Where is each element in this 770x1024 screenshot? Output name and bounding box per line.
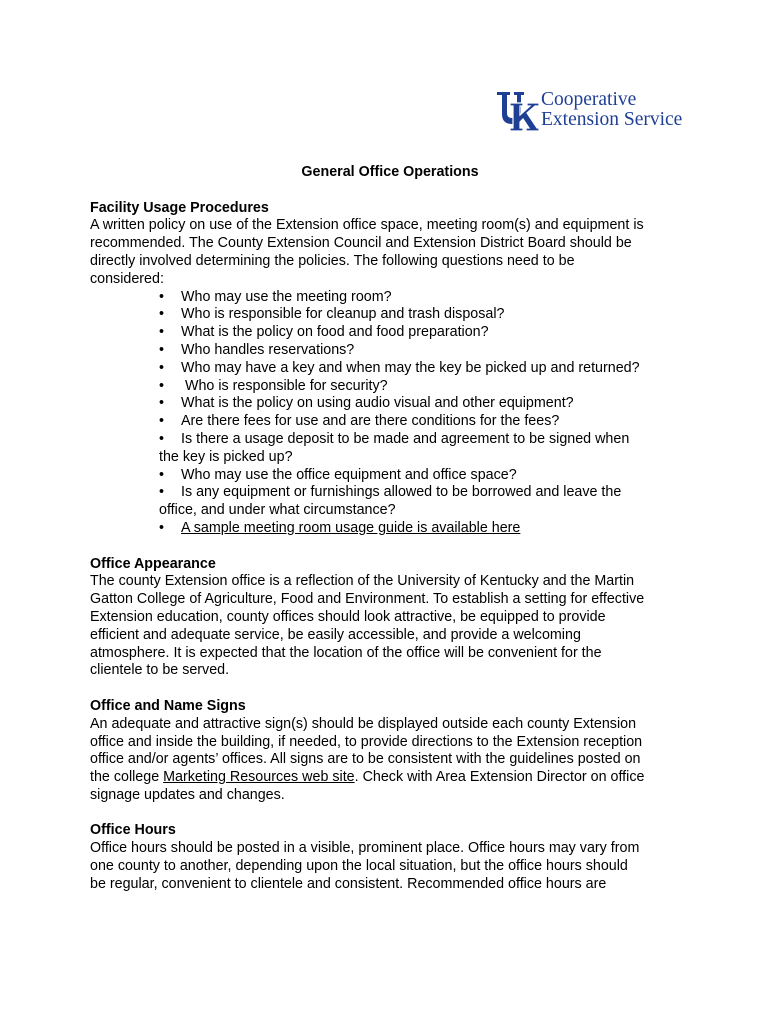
facility-heading: Facility Usage Procedures: [90, 199, 269, 216]
signs-line-1: An adequate and attractive sign(s) should be displayed outside each county Extension: [90, 715, 637, 732]
uk-extension-logo: [496, 91, 710, 133]
page-title: General Office Operations: [301, 164, 479, 180]
list-item: • Who may use the meeting room?: [159, 288, 392, 305]
list-item: • Who is responsible for cleanup and trash disposal?: [159, 306, 505, 323]
appearance-line-1: The county Extension office is a reflection of the University of Kentucky and the Martin: [90, 573, 635, 590]
signs-line-2: office and inside the building, if needed, to provide directions to the Extension reception: [90, 733, 643, 750]
bullet-icon: •: [159, 341, 165, 358]
facility-intro-line-1: A written policy on use of the Extension office space, meeting room(s) and equipment is: [90, 217, 644, 234]
list-item: • Who may use the office equipment and office space?: [159, 466, 517, 483]
hours-line-1: Office hours should be posted in a visible, prominent place. Office hours may vary from: [90, 840, 640, 857]
bullet-icon: •: [159, 288, 165, 305]
bullet-icon: •: [159, 413, 165, 430]
facility-intro-line-2: recommended. The County Extension Council and Extension District Board should be: [90, 235, 632, 252]
signs-heading: Office and Name Signs: [90, 697, 246, 714]
bullet-icon: •: [159, 324, 165, 341]
list-item: • Who handles reservations?: [159, 341, 355, 358]
bullet-icon: •: [159, 430, 165, 447]
list-item: • What is the policy on using audio visual and other equipment?: [159, 395, 574, 412]
appearance-line-5: atmosphere. It is expected that the location of the office will be convenient for the: [90, 644, 602, 661]
list-item: • What is the policy on food and food preparation?: [159, 324, 489, 341]
bullet-icon: •: [159, 306, 165, 323]
hours-line-2: one county to another, depending upon the local situation, but the office hours should: [90, 858, 628, 875]
signs-line-5: signage updates and changes.: [90, 786, 285, 803]
bullet-icon: •: [159, 466, 165, 483]
appearance-line-4: efficient and adequate service, be easily accessible, and provide a welcoming: [90, 626, 581, 643]
marketing-resources-link[interactable]: Marketing Resources web site: [163, 769, 355, 786]
list-item: • Are there fees for use and are there conditions for the fees?: [159, 413, 560, 430]
list-item: • Who may have a key and when may the key be picked up and returned?: [159, 359, 640, 376]
logo-line-1: Cooperative: [541, 89, 637, 110]
appearance-heading: Office Appearance: [90, 555, 216, 572]
list-item: • Is there a usage deposit to be made and agreement to be signed when the key is picked up?: [159, 430, 630, 465]
list-item: • Is any equipment or furnishings allowed to be borrowed and leave the office, and under what circumstance?: [159, 484, 622, 519]
bullet-icon: •: [159, 395, 165, 412]
list-item: • Who is responsible for security?: [159, 377, 388, 394]
appearance-line-6: clientele to be served.: [90, 662, 230, 679]
facility-intro-line-3: directly involved determining the policies. The following questions need to be: [90, 252, 575, 269]
appearance-line-3: Extension education, county offices should look attractive, be equipped to provide: [90, 608, 606, 625]
facility-questions-list: [90, 289, 690, 538]
bullet-icon: •: [159, 359, 165, 376]
signs-line-3: office and/or agents’ offices. All signs are to be consistent with the guidelines posted on: [90, 751, 641, 768]
uk-monogram-icon: [496, 91, 540, 133]
sample-usage-guide-link[interactable]: A sample meeting room usage guide is available here: [181, 519, 521, 536]
bullet-icon: •: [159, 377, 165, 394]
bullet-icon: •: [159, 519, 165, 536]
logo-line-2: Extension Service: [541, 109, 683, 130]
bullet-icon: •: [159, 484, 165, 501]
hours-heading: Office Hours: [90, 822, 176, 839]
hours-line-3: be regular, convenient to clientele and consistent. Recommended office hours are: [90, 875, 607, 892]
list-item: [90, 520, 690, 538]
facility-intro-line-4: considered:: [90, 270, 164, 287]
appearance-line-2: Gatton College of Agriculture, Food and Environment. To establish a setting for effective: [90, 591, 645, 608]
signs-line-4: the college Marketing Resources web site. Check with Area Extension Director on office: [90, 769, 645, 786]
document-body: [90, 164, 690, 894]
